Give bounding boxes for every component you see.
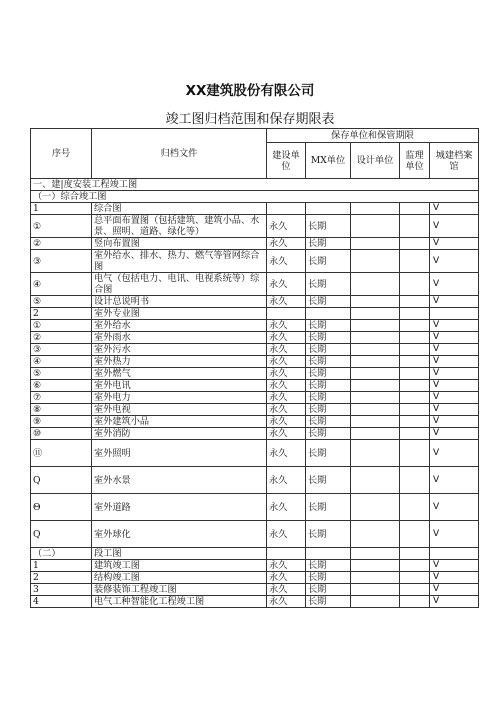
table-row bbox=[31, 548, 479, 560]
row-supervision-period bbox=[400, 320, 430, 332]
row-supervision-period bbox=[400, 238, 430, 250]
row-supervision-period bbox=[400, 467, 430, 494]
row-design-period bbox=[351, 250, 400, 273]
row-name: 综合图 bbox=[92, 203, 267, 215]
row-mx-period: 长期 bbox=[306, 392, 351, 404]
table-row bbox=[31, 392, 479, 404]
table-row bbox=[31, 273, 479, 296]
row-archive-mark: V bbox=[430, 332, 479, 344]
row-archive-mark: V bbox=[430, 344, 479, 356]
row-mx-period: 长期 bbox=[306, 428, 351, 440]
row-empty-cell bbox=[267, 548, 306, 560]
row-seq: 1 bbox=[31, 203, 92, 215]
row-archive-mark: V bbox=[430, 467, 479, 494]
row-mx-period: 长期 bbox=[306, 560, 351, 572]
row-name: 室外专业图 bbox=[92, 308, 267, 320]
row-mx-period: 长期 bbox=[306, 273, 351, 296]
row-construction-period: 永久 bbox=[267, 368, 306, 380]
row-design-period bbox=[351, 467, 400, 494]
row-supervision-period bbox=[400, 215, 430, 238]
table-row bbox=[31, 380, 479, 392]
row-name: 室外消防 bbox=[92, 428, 267, 440]
row-design-period bbox=[351, 215, 400, 238]
row-mx-period: 长期 bbox=[306, 584, 351, 596]
row-design-period bbox=[351, 392, 400, 404]
row-archive-mark: V bbox=[430, 238, 479, 250]
row-construction-period bbox=[267, 203, 306, 215]
row-seq: Q bbox=[31, 521, 92, 548]
row-supervision-period bbox=[400, 203, 430, 215]
row-empty-cell bbox=[430, 548, 479, 560]
row-seq: ⑪ bbox=[31, 440, 92, 467]
row-seq: 2 bbox=[31, 308, 92, 320]
row-supervision-period bbox=[400, 521, 430, 548]
row-mx-period: 长期 bbox=[306, 344, 351, 356]
row-construction-period: 永久 bbox=[267, 238, 306, 250]
header-group: 保存单位和保管期限 bbox=[267, 129, 479, 143]
header-seq: 序号 bbox=[31, 129, 92, 179]
row-seq: 1 bbox=[31, 560, 92, 572]
table-row bbox=[31, 250, 479, 273]
row-name: 竖向布置图 bbox=[92, 238, 267, 250]
row-seq: ⑥ bbox=[31, 380, 92, 392]
row-design-period bbox=[351, 572, 400, 584]
table-row bbox=[31, 332, 479, 344]
header-item: 归档文件 bbox=[92, 129, 267, 179]
row-empty-cell bbox=[351, 548, 400, 560]
row-name: 室外燃气 bbox=[92, 368, 267, 380]
row-archive-mark: V bbox=[430, 494, 479, 521]
document-title: 竣工图归档范围和保存期限表 bbox=[165, 112, 335, 127]
row-mx-period: 长期 bbox=[306, 380, 351, 392]
row-archive-mark: V bbox=[430, 203, 479, 215]
row-design-period bbox=[351, 380, 400, 392]
row-design-period bbox=[351, 308, 400, 320]
row-mx-period: 长期 bbox=[306, 416, 351, 428]
section-heading: 一、建|度安装工程竣工图 bbox=[31, 179, 479, 191]
row-mx-period: 长期 bbox=[306, 467, 351, 494]
row-mx-period bbox=[306, 203, 351, 215]
table-row bbox=[31, 356, 479, 368]
row-construction-period: 永久 bbox=[267, 596, 306, 608]
row-supervision-period bbox=[400, 356, 430, 368]
row-supervision-period bbox=[400, 404, 430, 416]
row-mx-period: 长期 bbox=[306, 250, 351, 273]
table-body bbox=[31, 179, 479, 608]
table-row bbox=[31, 560, 479, 572]
row-construction-period: 永久 bbox=[267, 392, 306, 404]
row-mx-period: 长期 bbox=[306, 368, 351, 380]
row-seq: 3 bbox=[31, 584, 92, 596]
row-design-period bbox=[351, 203, 400, 215]
row-name: 电气工种智能化工程竣工图 bbox=[92, 596, 267, 608]
row-seq: 4 bbox=[31, 596, 92, 608]
table-row bbox=[31, 572, 479, 584]
row-mx-period: 长期 bbox=[306, 521, 351, 548]
table-row bbox=[31, 428, 479, 440]
row-archive-mark: V bbox=[430, 428, 479, 440]
row-design-period bbox=[351, 368, 400, 380]
row-design-period bbox=[351, 494, 400, 521]
row-name: 室外给水 bbox=[92, 320, 267, 332]
header-col-mx: MX单位 bbox=[306, 143, 351, 179]
row-seq: ③ bbox=[31, 250, 92, 273]
row-seq: Θ bbox=[31, 494, 92, 521]
row-construction-period: 永久 bbox=[267, 380, 306, 392]
row-seq: ③ bbox=[31, 344, 92, 356]
row-design-period bbox=[351, 428, 400, 440]
row-construction-period: 永久 bbox=[267, 320, 306, 332]
row-archive-mark: V bbox=[430, 215, 479, 238]
row-construction-period: 永久 bbox=[267, 215, 306, 238]
row-mx-period: 长期 bbox=[306, 320, 351, 332]
table-row bbox=[31, 203, 479, 215]
row-mx-period: 长期 bbox=[306, 296, 351, 308]
row-seq: ② bbox=[31, 238, 92, 250]
row-construction-period: 永久 bbox=[267, 332, 306, 344]
row-seq: Q bbox=[31, 467, 92, 494]
row-seq: （二） bbox=[31, 548, 92, 560]
table-row bbox=[31, 320, 479, 332]
row-name: 装修装饰工程竣工图 bbox=[92, 584, 267, 596]
row-empty-cell bbox=[400, 548, 430, 560]
row-design-period bbox=[351, 521, 400, 548]
row-construction-period: 永久 bbox=[267, 356, 306, 368]
section-heading: （一）综合竣工图 bbox=[31, 191, 479, 203]
row-design-period bbox=[351, 560, 400, 572]
row-supervision-period bbox=[400, 440, 430, 467]
row-seq: ⑧ bbox=[31, 404, 92, 416]
row-name: 室外电讯 bbox=[92, 380, 267, 392]
row-archive-mark: V bbox=[430, 521, 479, 548]
row-mx-period bbox=[306, 308, 351, 320]
row-construction-period: 永久 bbox=[267, 404, 306, 416]
row-supervision-period bbox=[400, 380, 430, 392]
row-mx-period: 长期 bbox=[306, 332, 351, 344]
row-name: 室外电视 bbox=[92, 404, 267, 416]
row-archive-mark: V bbox=[430, 560, 479, 572]
table-row bbox=[31, 368, 479, 380]
row-mx-period: 长期 bbox=[306, 440, 351, 467]
row-supervision-period bbox=[400, 273, 430, 296]
row-name: 建筑竣工图 bbox=[92, 560, 267, 572]
row-construction-period: 永久 bbox=[267, 467, 306, 494]
table-row bbox=[31, 404, 479, 416]
row-seq: ⑨ bbox=[31, 416, 92, 428]
row-seq: ⑤ bbox=[31, 368, 92, 380]
row-construction-period: 永久 bbox=[267, 560, 306, 572]
row-construction-period: 永久 bbox=[267, 428, 306, 440]
row-construction-period: 永久 bbox=[267, 250, 306, 273]
row-supervision-period bbox=[400, 572, 430, 584]
row-design-period bbox=[351, 296, 400, 308]
row-supervision-period bbox=[400, 250, 430, 273]
row-name: 总平面布置图（包括建筑、建筑小品、水景、照明、道路、绿化等） bbox=[92, 215, 267, 238]
row-seq: ① bbox=[31, 215, 92, 238]
row-name: 室外污水 bbox=[92, 344, 267, 356]
row-construction-period bbox=[267, 308, 306, 320]
row-supervision-period bbox=[400, 584, 430, 596]
archive-table bbox=[30, 128, 479, 608]
row-mx-period: 长期 bbox=[306, 596, 351, 608]
row-mx-period: 长期 bbox=[306, 404, 351, 416]
row-construction-period: 永久 bbox=[267, 296, 306, 308]
table-row bbox=[31, 191, 479, 203]
table-row bbox=[31, 179, 479, 191]
row-archive-mark: V bbox=[430, 368, 479, 380]
row-name: 室外球化 bbox=[92, 521, 267, 548]
table-row bbox=[31, 494, 479, 521]
row-name: 室外雨水 bbox=[92, 332, 267, 344]
row-archive-mark: V bbox=[430, 320, 479, 332]
header-col-design: 设计单位 bbox=[351, 143, 400, 179]
row-archive-mark: V bbox=[430, 416, 479, 428]
row-construction-period: 永久 bbox=[267, 273, 306, 296]
row-design-period bbox=[351, 404, 400, 416]
row-archive-mark: V bbox=[430, 250, 479, 273]
row-seq: ④ bbox=[31, 356, 92, 368]
row-construction-period: 永久 bbox=[267, 416, 306, 428]
row-seq: ⑦ bbox=[31, 392, 92, 404]
row-design-period bbox=[351, 416, 400, 428]
table-row bbox=[31, 344, 479, 356]
table-row bbox=[31, 416, 479, 428]
row-construction-period: 永久 bbox=[267, 440, 306, 467]
row-construction-period: 永久 bbox=[267, 344, 306, 356]
row-supervision-period bbox=[400, 332, 430, 344]
row-archive-mark: V bbox=[430, 273, 479, 296]
row-design-period bbox=[351, 332, 400, 344]
row-name: 室外电力 bbox=[92, 392, 267, 404]
row-supervision-period bbox=[400, 344, 430, 356]
row-seq: ⑤ bbox=[31, 296, 92, 308]
row-name: 室外建筑小品 bbox=[92, 416, 267, 428]
row-archive-mark: V bbox=[430, 356, 479, 368]
row-archive-mark: V bbox=[430, 380, 479, 392]
row-construction-period: 永久 bbox=[267, 572, 306, 584]
table-row bbox=[31, 296, 479, 308]
row-name: 室外照明 bbox=[92, 440, 267, 467]
row-empty-cell bbox=[306, 548, 351, 560]
row-design-period bbox=[351, 596, 400, 608]
row-mx-period: 长期 bbox=[306, 356, 351, 368]
row-mx-period: 长期 bbox=[306, 494, 351, 521]
row-archive-mark: V bbox=[430, 596, 479, 608]
table-row bbox=[31, 308, 479, 320]
row-mx-period: 长期 bbox=[306, 215, 351, 238]
row-design-period bbox=[351, 344, 400, 356]
row-mx-period: 长期 bbox=[306, 238, 351, 250]
row-construction-period: 永久 bbox=[267, 494, 306, 521]
row-name: 室外水景 bbox=[92, 467, 267, 494]
row-supervision-period bbox=[400, 494, 430, 521]
row-seq: 2 bbox=[31, 572, 92, 584]
row-mx-period: 长期 bbox=[306, 572, 351, 584]
row-archive-mark: V bbox=[430, 296, 479, 308]
row-construction-period: 永久 bbox=[267, 584, 306, 596]
header-col-archive: 城建档案馆 bbox=[430, 143, 479, 179]
row-supervision-period bbox=[400, 416, 430, 428]
table-row bbox=[31, 596, 479, 608]
table-row bbox=[31, 521, 479, 548]
header-col-construction: 建设单位 bbox=[267, 143, 306, 179]
row-seq: ⑩ bbox=[31, 428, 92, 440]
row-supervision-period bbox=[400, 368, 430, 380]
table-row bbox=[31, 584, 479, 596]
row-design-period bbox=[351, 584, 400, 596]
company-title: XX建筑股份有限公司 bbox=[185, 83, 315, 99]
row-name: 电气（包括电力、电讯、电视系统等）综合图 bbox=[92, 273, 267, 296]
row-name: 室外热力 bbox=[92, 356, 267, 368]
row-name: 段工图 bbox=[92, 548, 267, 560]
table-row bbox=[31, 467, 479, 494]
row-design-period bbox=[351, 273, 400, 296]
row-supervision-period bbox=[400, 308, 430, 320]
row-supervision-period bbox=[400, 392, 430, 404]
row-seq: ④ bbox=[31, 273, 92, 296]
row-name: 室外给水、排水、热力、燃气等管网综合图 bbox=[92, 250, 267, 273]
table-row bbox=[31, 238, 479, 250]
row-design-period bbox=[351, 320, 400, 332]
table-row bbox=[31, 440, 479, 467]
row-supervision-period bbox=[400, 596, 430, 608]
row-supervision-period bbox=[400, 428, 430, 440]
row-archive-mark bbox=[430, 308, 479, 320]
row-name: 结构竣工图 bbox=[92, 572, 267, 584]
table-row bbox=[31, 215, 479, 238]
row-seq: ① bbox=[31, 320, 92, 332]
row-supervision-period bbox=[400, 296, 430, 308]
row-archive-mark: V bbox=[430, 572, 479, 584]
row-name: 室外道路 bbox=[92, 494, 267, 521]
header-col-supervision: 监理单位 bbox=[400, 143, 430, 179]
row-design-period bbox=[351, 238, 400, 250]
row-design-period bbox=[351, 440, 400, 467]
row-seq: ② bbox=[31, 332, 92, 344]
row-supervision-period bbox=[400, 560, 430, 572]
row-archive-mark: V bbox=[430, 584, 479, 596]
row-archive-mark: V bbox=[430, 404, 479, 416]
row-archive-mark: V bbox=[430, 440, 479, 467]
row-name: 设计总说明书 bbox=[92, 296, 267, 308]
row-construction-period: 永久 bbox=[267, 521, 306, 548]
row-design-period bbox=[351, 356, 400, 368]
row-archive-mark: V bbox=[430, 392, 479, 404]
